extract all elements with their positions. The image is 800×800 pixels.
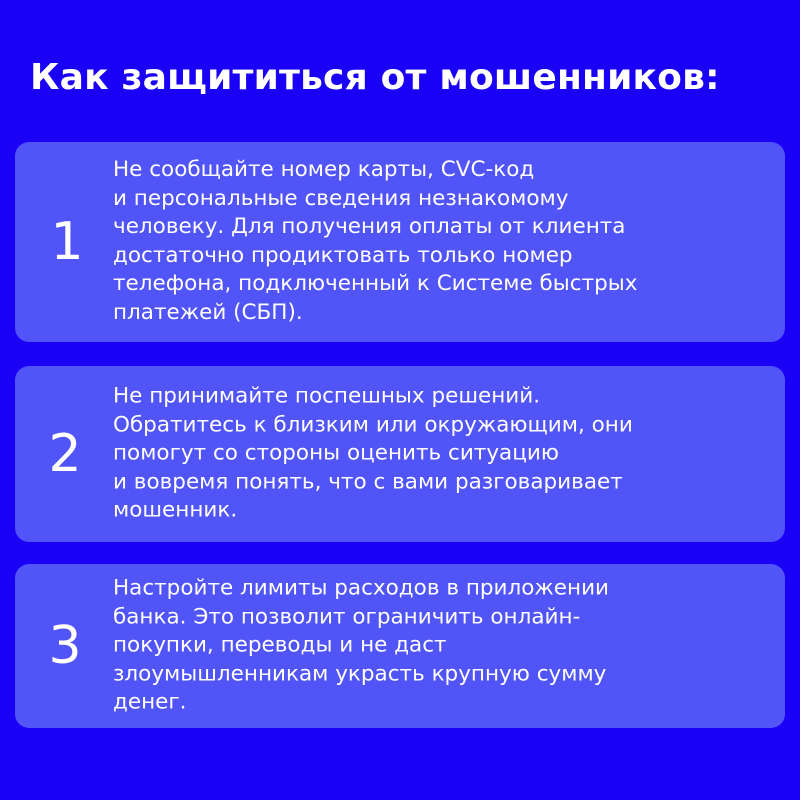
page-title: Как защититься от мошенников: (30, 57, 720, 98)
tip-number: 2 (48, 424, 82, 484)
tip-card-2 (15, 366, 785, 542)
tip-number: 1 (50, 212, 84, 272)
tip-text: Настройте лимиты расходов в приложении банка. Это позволит ограничить онлайн- покупки, переводы и не даст злоумышленникам украсть крупную сумму денег. (113, 575, 610, 715)
tip-card-3 (15, 564, 785, 728)
tip-text: Не принимайте поспешных решений. Обратитесь к близким или окружающим, они помогут со стороны оценить ситуацию и вовремя понять, что с вами разговаривает мошенник. (113, 383, 633, 523)
tip-text: Не сообщайте номер карты, CVC-код и персональные сведения незнакомому человеку. Для получения оплаты от клиента достаточно продиктовать только номер телефона, подключенный к Системе быстрых платежей (СБП). (113, 157, 638, 326)
tip-card-1 (15, 142, 785, 342)
tip-number: 3 (48, 616, 82, 676)
